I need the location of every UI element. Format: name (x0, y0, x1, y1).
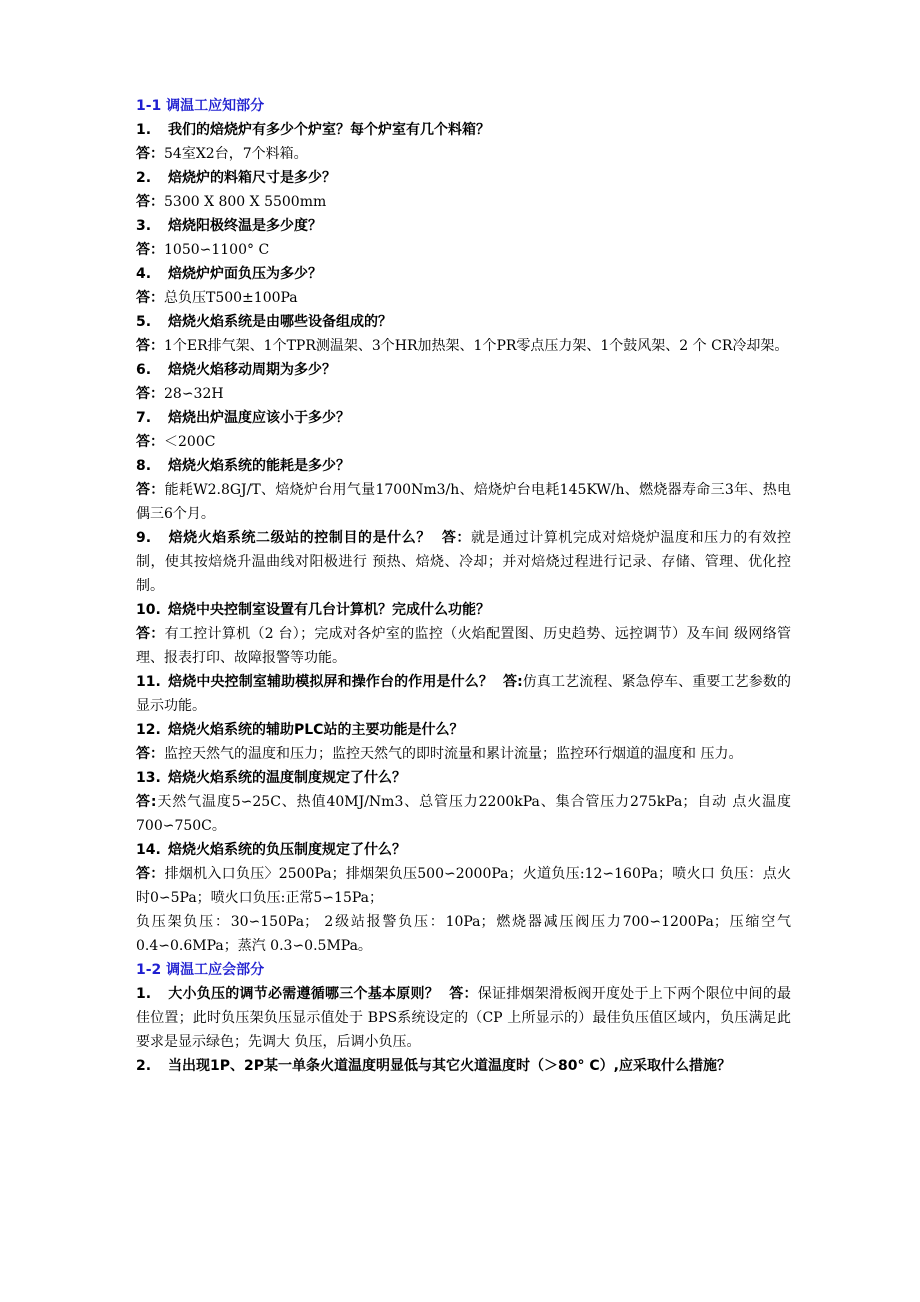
question: 12. 焙烧火焰系统的辅助PLC站的主要功能是什么？ (136, 722, 464, 738)
question: 2. 焙烧炉的料箱尺寸是多少？ (136, 170, 336, 186)
question: 14. 焙烧火焰系统的负压制度规定了什么？ (136, 842, 406, 858)
section-title: 1-1 调温工应知部分 (136, 98, 265, 114)
document-page (136, 94, 791, 1078)
answer: 答：28∽32H (136, 386, 224, 402)
question: 13. 焙烧火焰系统的温度制度规定了什么？ (136, 770, 406, 786)
question: 10. 焙烧中央控制室设置有几台计算机？完成什么功能？ (136, 602, 490, 618)
answer: 答：＜200C (136, 434, 216, 450)
question: 5. 焙烧火焰系统是由哪些设备组成的？ (136, 314, 392, 330)
answer: 答：能耗W2.8GJ/T、焙烧炉台用气量1700Nm3/h、焙烧炉台电耗145KW/h、燃烧器寿命三3年、热电偶三6个月。 (136, 482, 791, 522)
answer: 答：5300 X 800 X 5500mm (136, 194, 327, 210)
answer: 答：总负压T500±100Pa (136, 290, 298, 306)
question: 8. 焙烧火焰系统的能耗是多少？ (136, 458, 350, 474)
answer: 答：排烟机入口负压〉2500Pa；排烟架负压500∽2000Pa；火道负压:12∽160Pa；喷火口 负压：点火时0∽5Pa；喷火口负压:正常5∽15Pa； (136, 866, 791, 906)
question-inline-answer: 9. 焙烧火焰系统二级站的控制目的是什么？ 答：就是通过计算机完成对焙烧炉温度和压力的有效控制，使其按焙烧升温曲线对阳极进行 预热、焙烧、冷却；并对焙烧过程进行记录、存储、管理、优化控制。 (136, 530, 792, 594)
answer: 答:天然气温度5∽25C、热值40MJ/Nm3、总管压力2200kPa、集合管压力275kPa；自动 点火温度700∽750C。 (136, 794, 791, 834)
answer: 答：54室X2台，7个料箱。 (136, 146, 308, 162)
answer: 答：监控天然气的温度和压力；监控天然气的即时流量和累计流量；监控环行烟道的温度和 压力。 (136, 746, 743, 762)
question: 2. 当出现1P、2P某一单条火道温度明显低与其它火道温度时（＞80° C）,应采取什么措施？ (136, 1058, 731, 1074)
question: 4. 焙烧炉炉面负压为多少？ (136, 266, 322, 282)
question-inline-answer: 1. 大小负压的调节必需遵循哪三个基本原则？ 答：保证排烟架滑板阀开度处于上下两个限位中间的最佳位置；此时负压架负压显示值处于 BPS系统设定的（CP 上所显示的）最佳负压值区域内，负压满足此要求是显示绿色；先调大 负压，后调小负压。 (136, 986, 791, 1050)
answer: 答：1个ER排气架、1个TPR测温架、3个HR加热架、1个PR零点压力架、1个鼓风架、2 个 CR冷却架。 (136, 338, 789, 354)
question: 1. 我们的焙烧炉有多少个炉室？每个炉室有几个料箱？ (136, 122, 490, 138)
answer: 答：1050∽1100° C (136, 242, 270, 258)
question: 3. 焙烧阳极终温是多少度？ (136, 218, 322, 234)
question-inline-answer: 11. 焙烧中央控制室辅助模拟屏和操作台的作用是什么？ 答:仿真工艺流程、紧急停车、重要工艺参数的显示功能。 (136, 674, 792, 714)
answer-continued: 负压架负压：30∽150Pa； 2级站报警负压：10Pa；燃烧器减压阀压力700∽1200Pa；压缩空气 0.4∽0.6MPa；蒸汽 0.3∽0.5MPa。 (136, 914, 791, 954)
question: 7. 焙烧出炉温度应该小于多少？ (136, 410, 350, 426)
question: 6. 焙烧火焰移动周期为多少？ (136, 362, 336, 378)
section-title: 1-2 调温工应会部分 (136, 962, 265, 978)
answer: 答：有工控计算机（2 台）；完成对各炉室的监控（火焰配置图、历史趋势、远控调节）及车间 级网络管理、报表打印、故障报警等功能。 (136, 626, 792, 666)
